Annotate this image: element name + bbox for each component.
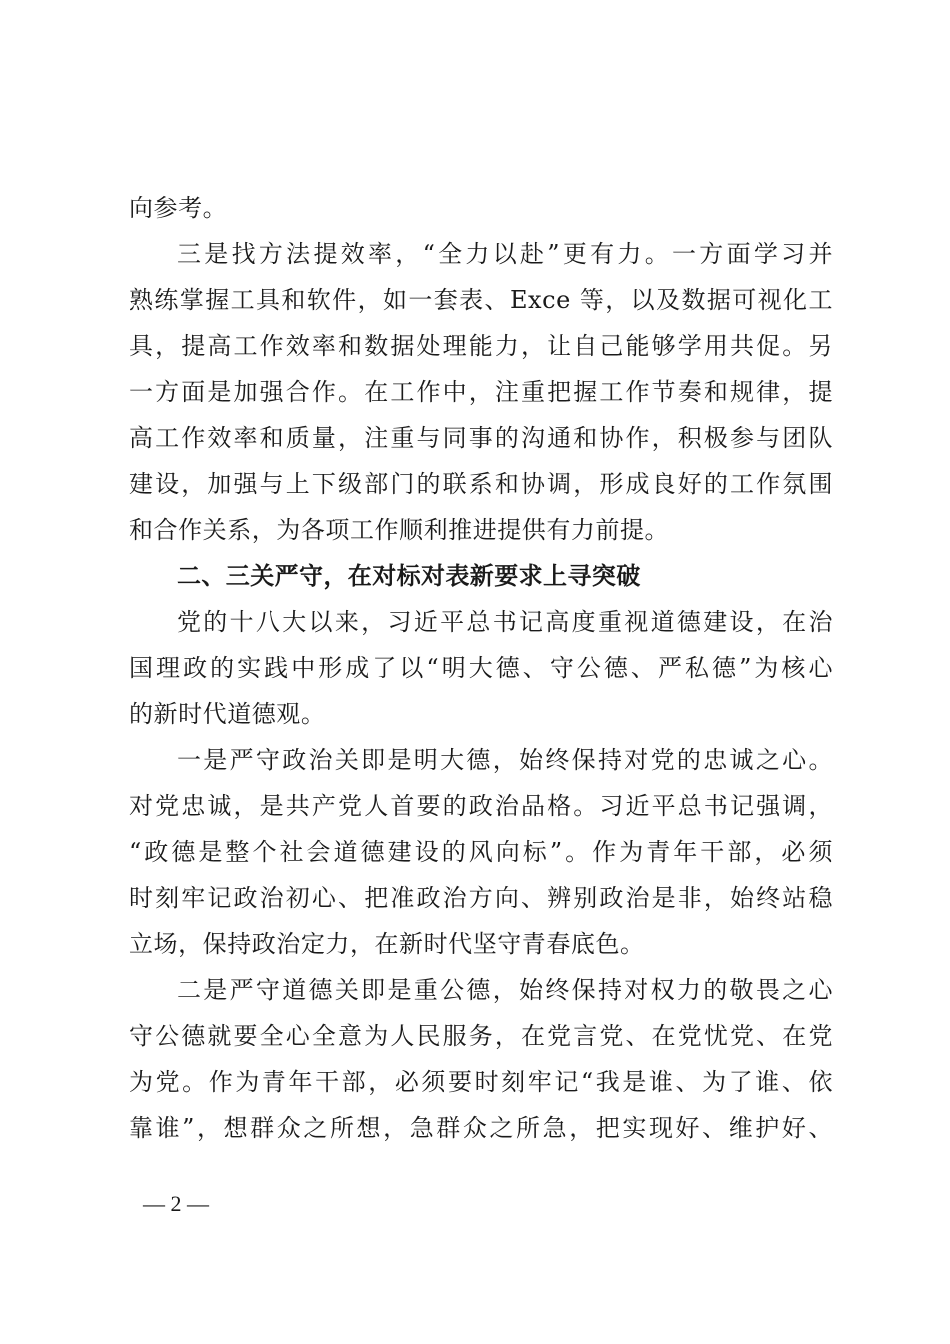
text-line: 二是严守道德关即是重公德，始终保持对权力的敬畏之心 [177, 976, 833, 1004]
text-line: “政德是整个社会道德建设的风向标”。作为青年干部，必须 [129, 838, 833, 866]
text-line: 一方面是加强合作。在工作中，注重把握工作节奏和规律，提 [129, 378, 833, 406]
text-line: 为党。作为青年干部，必须要时刻牢记“我是谁、为了谁、依 [129, 1068, 833, 1096]
text-line: 三是找方法提效率，“全力以赴”更有力。一方面学习并 [177, 240, 833, 268]
text-line: 靠谁”，想群众之所想，急群众之所急，把实现好、维护好、 [129, 1114, 833, 1142]
text-line: 向参考。 [129, 194, 228, 222]
text-line: 的新时代道德观。 [129, 700, 326, 728]
text-line: 时刻牢记政治初心、把准政治方向、辨别政治是非，始终站稳 [129, 884, 833, 912]
text-line: 高工作效率和质量，注重与同事的沟通和协作，积极参与团队 [129, 424, 833, 452]
page-number: — 2 — [143, 1191, 209, 1216]
text-line: 对党忠诚，是共产党人首要的政治品格。习近平总书记强调， [129, 792, 833, 820]
text-line: 具，提高工作效率和数据处理能力，让自己能够学用共促。另 [129, 332, 833, 360]
text-line: 守公德就要全心全意为人民服务，在党言党、在党忧党、在党 [129, 1022, 833, 1050]
section-heading: 二、三关严守，在对标对表新要求上寻突破 [177, 562, 641, 590]
text-line: 国理政的实践中形成了以“明大德、守公德、严私德”为核心 [129, 654, 833, 682]
text-line: 党的十八大以来，习近平总书记高度重视道德建设，在治 [177, 608, 833, 636]
text-line: 立场，保持政治定力，在新时代坚守青春底色。 [129, 930, 645, 958]
text-line: 和合作关系，为各项工作顺利推进提供有力前提。 [129, 516, 670, 544]
text-line: 建设，加强与上下级部门的联系和协调，形成良好的工作氛围 [129, 470, 833, 498]
text-line: 一是严守政治关即是明大德，始终保持对党的忠诚之心。 [177, 746, 833, 774]
text-line: 熟练掌握工具和软件，如一套表、Exce 等，以及数据可视化工 [129, 286, 833, 314]
